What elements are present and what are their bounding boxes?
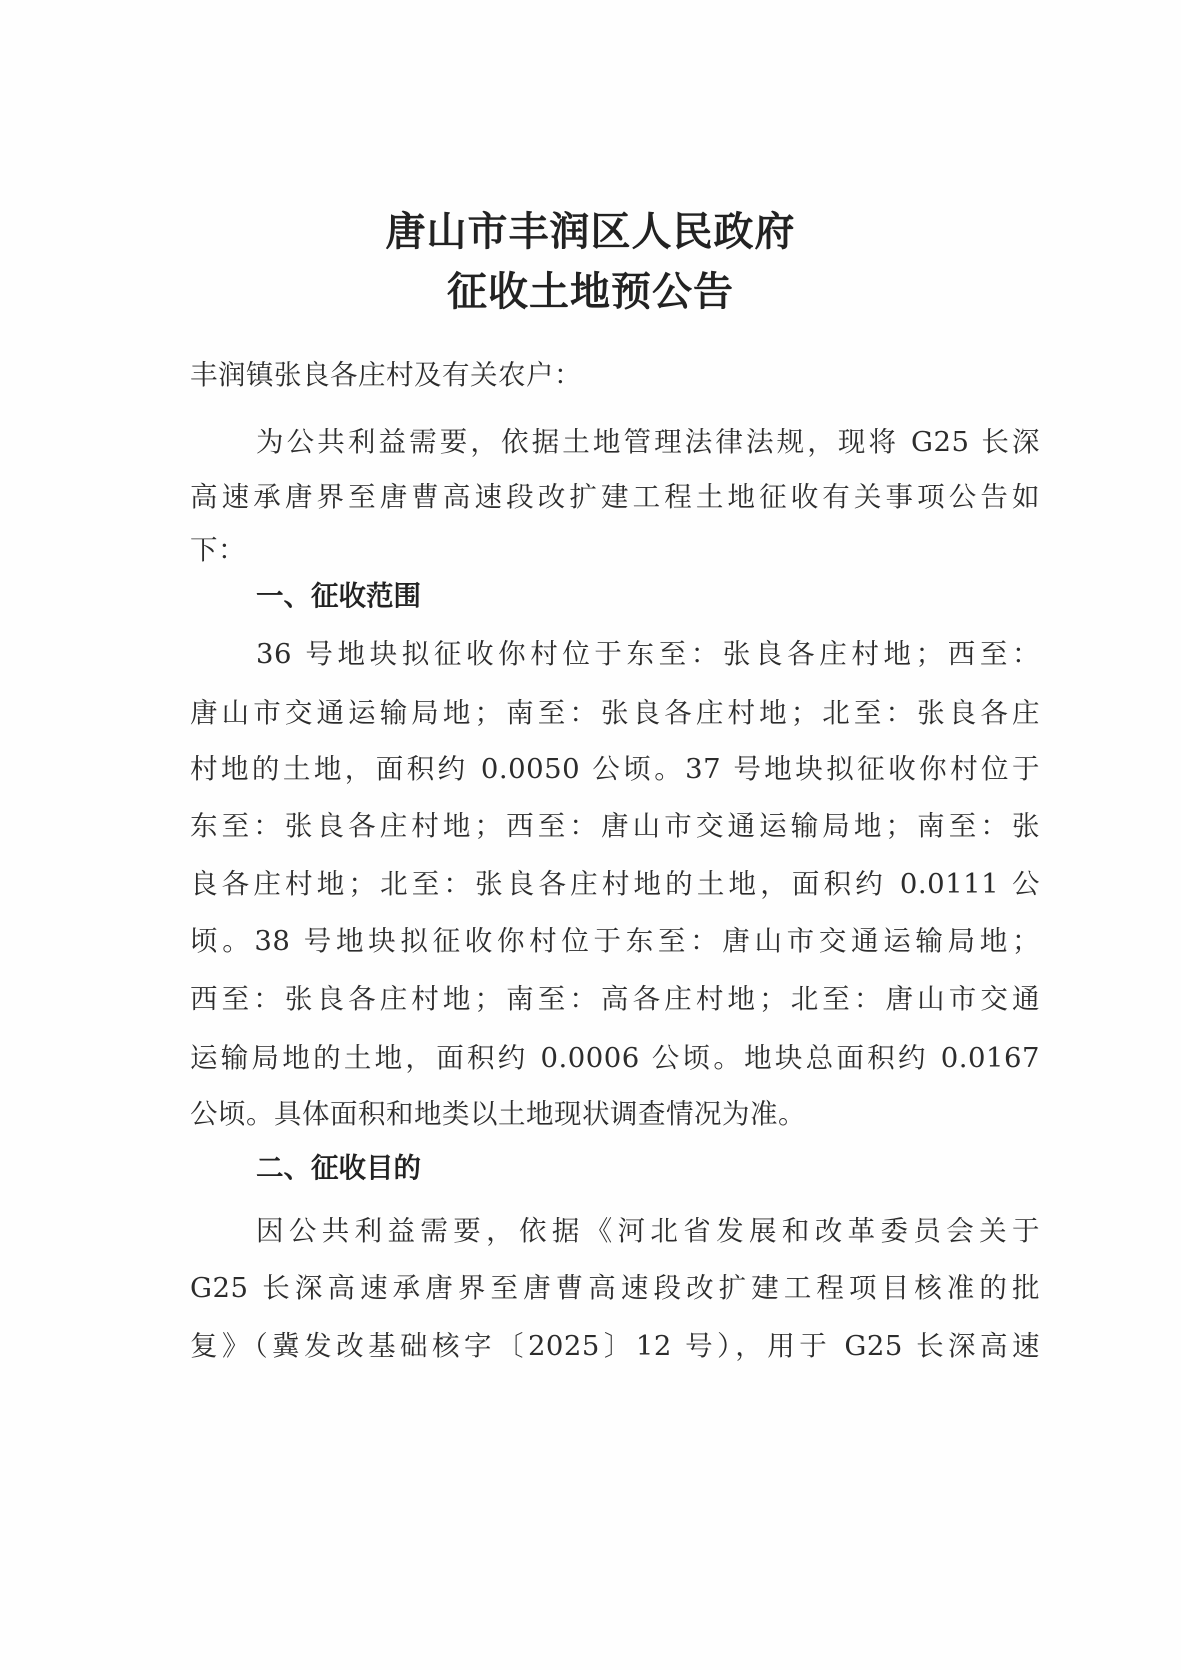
salutation: 丰润镇张良各庄村及有关农户：: [190, 359, 582, 391]
intro-line: 高速承唐界至唐曹高速段改扩建工程土地征收有关事项公告如: [190, 481, 1040, 513]
intro-line: 下：: [190, 534, 246, 566]
section2-line: 复》（冀发改基础核字〔2025〕12 号），用于 G25 长深高速: [190, 1330, 1040, 1362]
section2-line: 因公共利益需要，依据《河北省发展和改革委员会关于: [256, 1215, 1040, 1247]
section1-line: 运输局地的土地，面积约 0.0006 公顷。地块总面积约 0.0167: [190, 1042, 1040, 1074]
section2-line: G25 长深高速承唐界至唐曹高速段改扩建工程项目核准的批: [190, 1272, 1040, 1304]
intro-line: 为公共利益需要，依据土地管理法律法规，现将 G25 长深: [256, 426, 1040, 458]
section1-line: 良各庄村地；北至：张良各庄村地的土地，面积约 0.0111 公: [190, 868, 1040, 900]
section1-line: 唐山市交通运输局地；南至：张良各庄村地；北至：张良各庄: [190, 697, 1040, 729]
document-title-line1: 唐山市丰润区人民政府: [385, 209, 796, 255]
section1-line: 东至：张良各庄村地；西至：唐山市交通运输局地；南至：张: [190, 810, 1040, 842]
document-title-line2: 征收土地预公告: [447, 269, 734, 315]
section1-line: 西至：张良各庄村地；南至：高各庄村地；北至：唐山市交通: [190, 983, 1040, 1015]
section1-line: 顷。38 号地块拟征收你村位于东至：唐山市交通运输局地；: [190, 925, 1040, 957]
section1-line: 村地的土地，面积约 0.0050 公顷。37 号地块拟征收你村位于: [190, 753, 1040, 785]
section1-line: 公顷。具体面积和地类以土地现状调查情况为准。: [190, 1098, 806, 1130]
section1-heading: 一、征收范围: [256, 580, 421, 612]
section1-line: 36 号地块拟征收你村位于东至：张良各庄村地；西至：: [256, 638, 1040, 670]
section2-heading: 二、征收目的: [256, 1152, 421, 1184]
